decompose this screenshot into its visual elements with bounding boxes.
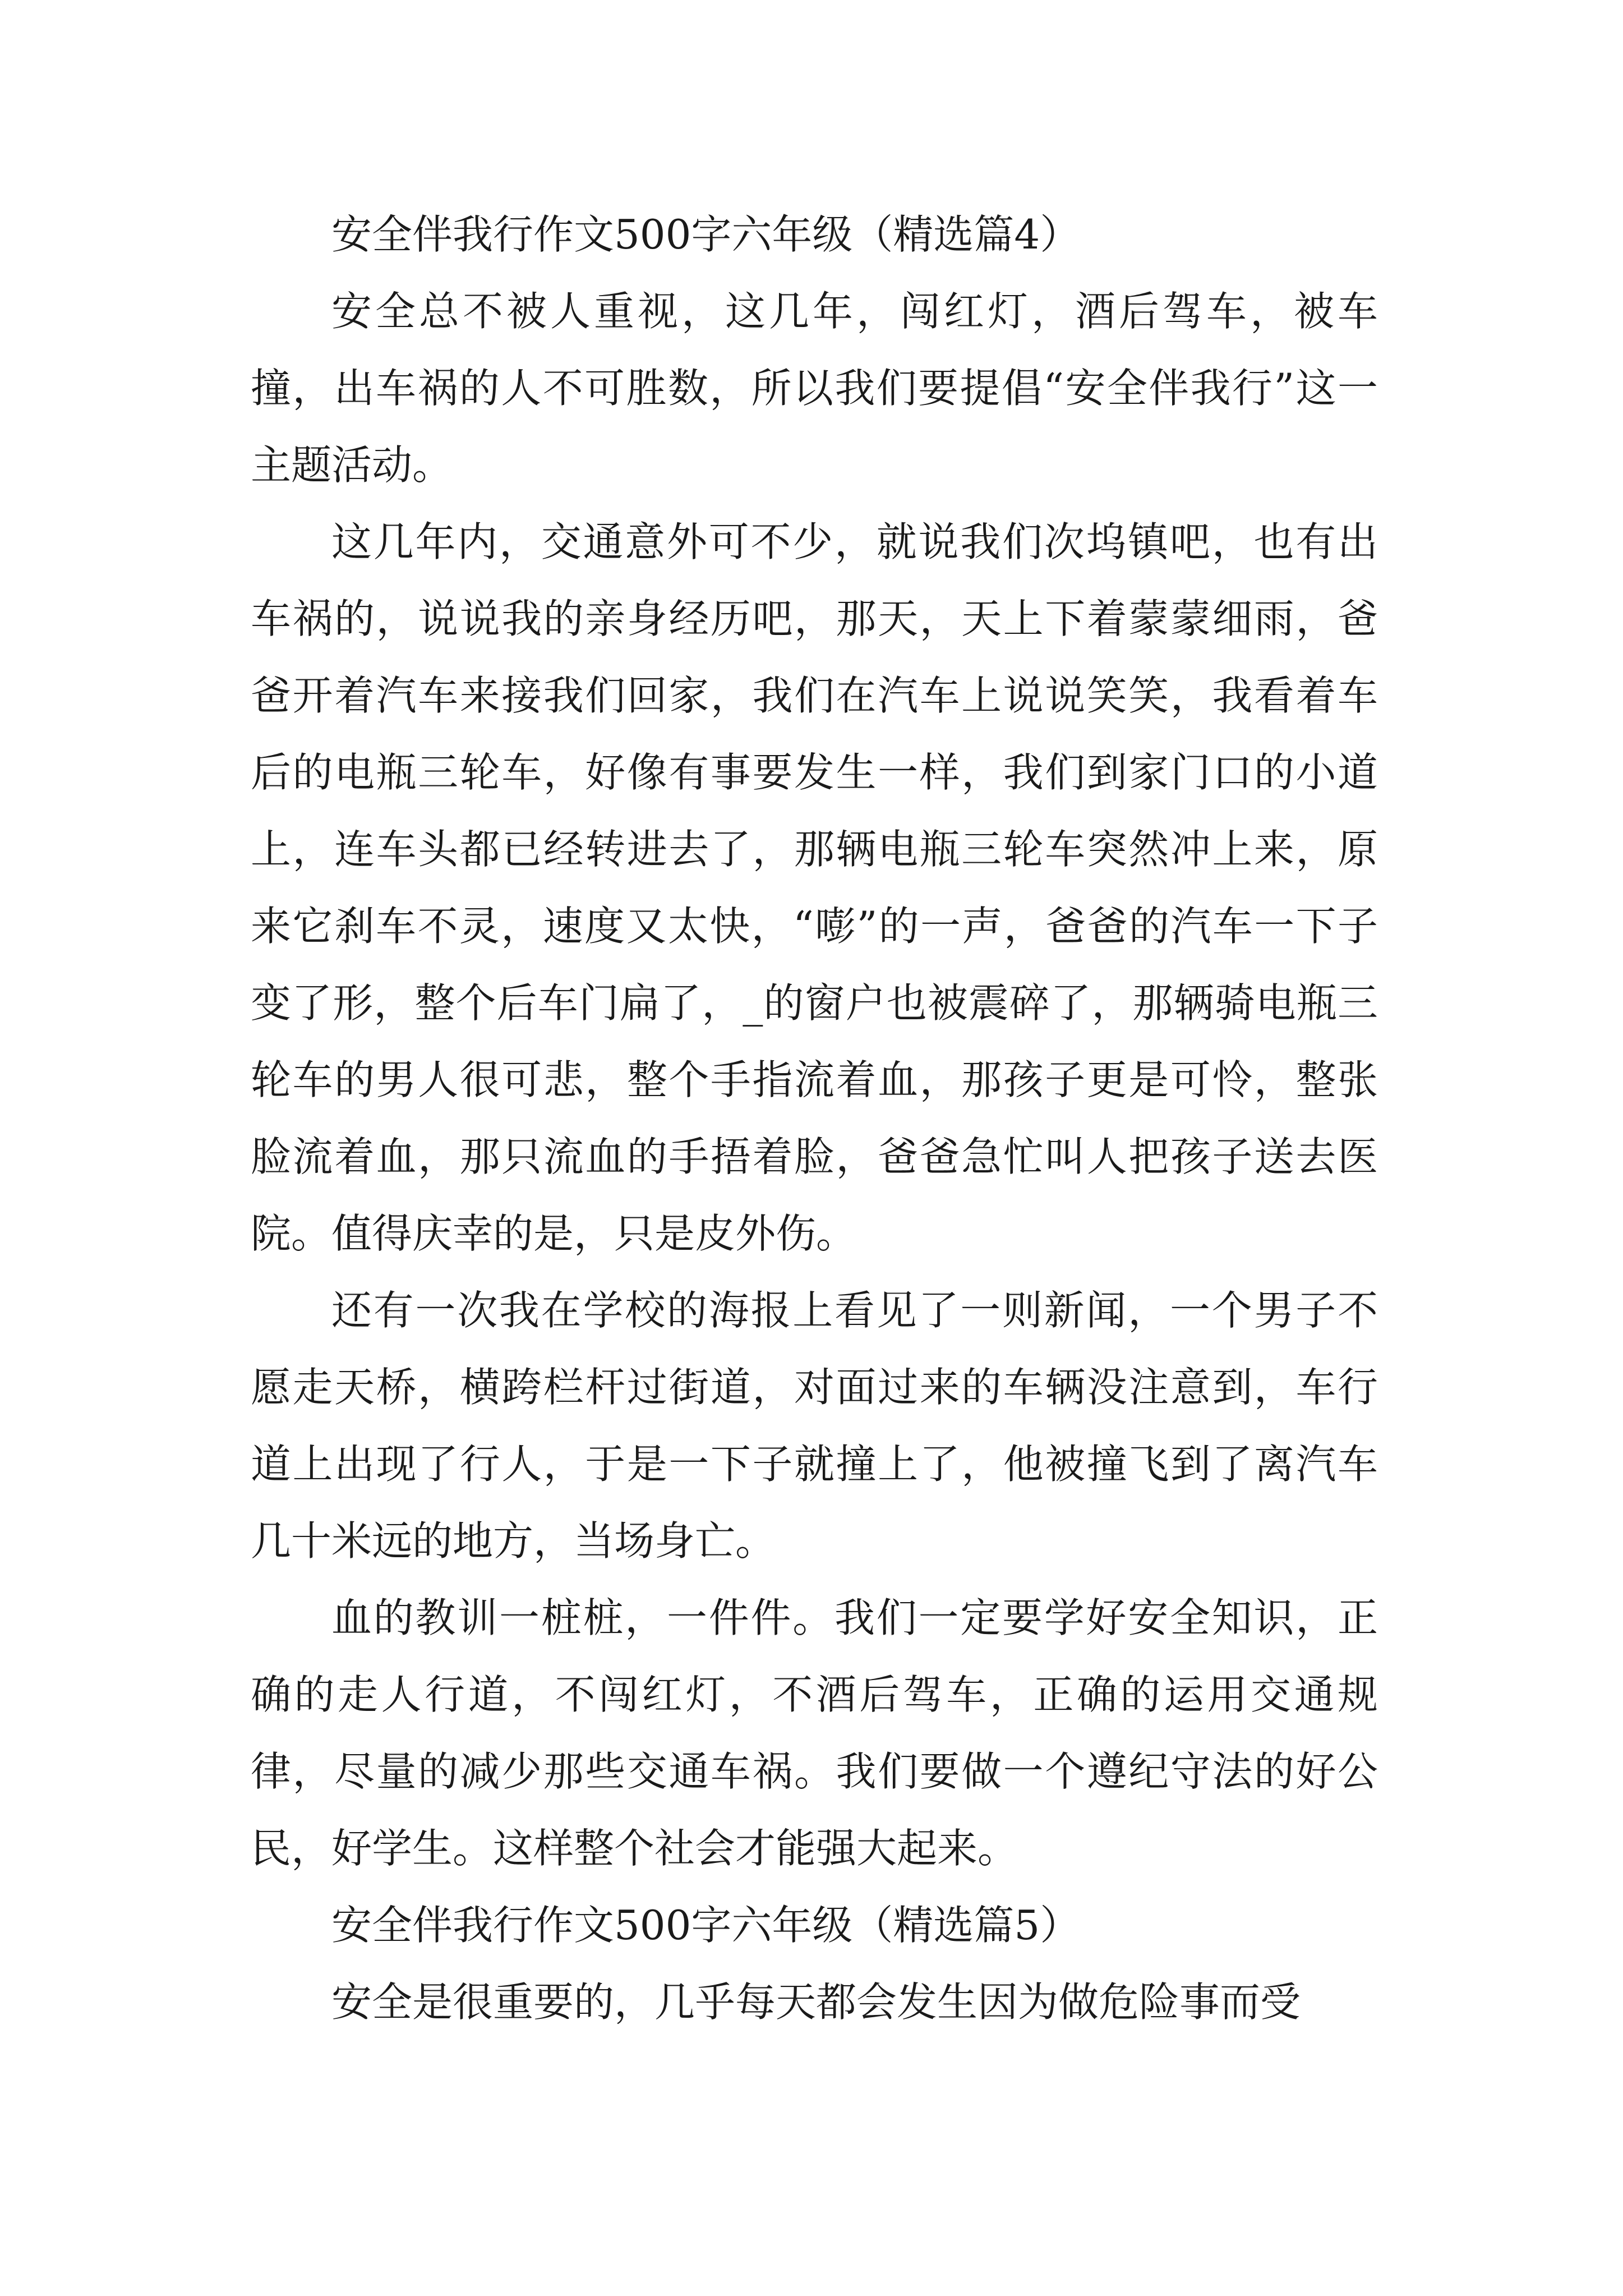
paragraph: 这几年内，交通意外可不少，就说我们次坞镇吧，也有出车祸的，说说我的亲身经历吧，那天，天上下着蒙蒙细雨，爸爸开着汽车来接我们回家，我们在汽车上说说笑笑，我看着车后的电瓶三轮车，好像有事要发生一样，我们到家门口的小道上，连车头都已经转进去了，那辆电瓶三轮车突然冲上来，原来它刹车不灵，速度又太快，“嘭”的一声，爸爸的汽车一下子变了形，整个后车门扁了，_的窗户也被震碎了，那辆骑电瓶三轮车的男人很可悲，整个手指流着血，那孩子更是可怜，整张脸流着血，那只流血的手捂着脸，爸爸急忙叫人把孩子送去医院。值得庆幸的是，只是皮外伤。: [251, 518, 1378, 1257]
document-body: [251, 196, 1378, 2041]
paragraph: 安全总不被人重视，这几年，闯红灯，酒后驾车，被车撞，出车祸的人不可胜数，所以我们要提倡“安全伴我行”这一主题活动。: [251, 288, 1378, 489]
paragraph: 还有一次我在学校的海报上看见了一则新闻，一个男子不愿走天桥，横跨栏杆过街道，对面过来的车辆没注意到，车行道上出现了行人，于是一下子就撞上了，他被撞飞到了离汽车几十米远的地方，当场身亡。: [251, 1287, 1378, 1565]
paragraph: 血的教训一桩桩，一件件。我们一定要学好安全知识，正确的走人行道，不闯红灯，不酒后驾车，正确的运用交通规律，尽量的减少那些交通车祸。我们要做一个遵纪守法的好公民，好学生。这样整个社会才能强大起来。: [251, 1594, 1378, 1872]
essay-heading-4: 安全伴我行作文500字六年级（精选篇4）: [331, 211, 1081, 258]
paragraph: 安全是很重要的，几乎每天都会发生因为做危险事而受: [331, 1978, 1301, 2026]
essay-heading-5: 安全伴我行作文500字六年级（精选篇5）: [331, 1902, 1081, 1949]
